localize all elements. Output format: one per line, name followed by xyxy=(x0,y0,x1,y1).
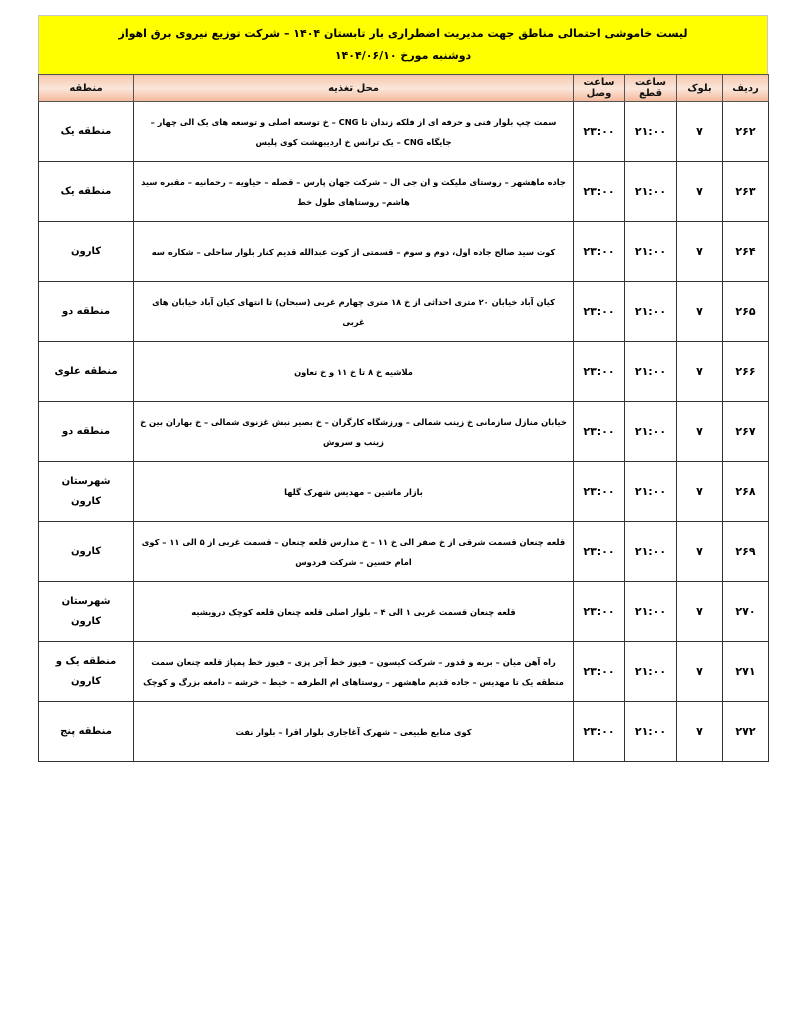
table-row xyxy=(39,222,769,282)
row-number: ۲۶۹ xyxy=(723,522,769,582)
block: ۷ xyxy=(677,222,723,282)
region: منطقه پنج xyxy=(39,702,134,762)
cut-time: ۲۱:۰۰ xyxy=(625,342,677,402)
cut-time: ۲۱:۰۰ xyxy=(625,222,677,282)
block: ۷ xyxy=(677,582,723,642)
document-date: دوشنبه مورخ ۱۴۰۴/۰۶/۱۰ xyxy=(334,49,472,62)
region: کارون xyxy=(39,522,134,582)
cut-time: ۲۱:۰۰ xyxy=(625,462,677,522)
block: ۷ xyxy=(677,522,723,582)
cut-time: ۲۱:۰۰ xyxy=(625,522,677,582)
row-number: ۲۶۶ xyxy=(723,342,769,402)
header-block: بلوک xyxy=(677,75,723,102)
cut-time: ۲۱:۰۰ xyxy=(625,102,677,162)
cut-time: ۲۱:۰۰ xyxy=(625,642,677,702)
connect-time: ۲۳:۰۰ xyxy=(574,702,625,762)
feed-location: جاده ماهشهر – روستای ملیکت و ان جی ال – شرکت جهان پارس – قصله – حیاویه – رحمانیه – مقبره سید هاشم– روستاهای طول خط xyxy=(134,162,574,222)
table-row xyxy=(39,462,769,522)
row-number: ۲۶۴ xyxy=(723,222,769,282)
region: منطقه یک xyxy=(39,102,134,162)
cut-time: ۲۱:۰۰ xyxy=(625,582,677,642)
block: ۷ xyxy=(677,642,723,702)
table-row xyxy=(39,522,769,582)
header-row-number: ردیف xyxy=(723,75,769,102)
header-connect-time: ساعت وصل xyxy=(574,75,625,102)
row-number: ۲۷۲ xyxy=(723,702,769,762)
region: منطقه علوی xyxy=(39,342,134,402)
connect-time: ۲۳:۰۰ xyxy=(574,222,625,282)
cut-time: ۲۱:۰۰ xyxy=(625,162,677,222)
block: ۷ xyxy=(677,402,723,462)
header-region: منطقه xyxy=(39,75,134,102)
feed-location: ملاشیه خ ۸ تا خ ۱۱ و خ تعاون xyxy=(134,342,574,402)
table-row xyxy=(39,342,769,402)
outage-table xyxy=(38,74,769,762)
cut-time: ۲۱:۰۰ xyxy=(625,702,677,762)
region: کارون xyxy=(39,222,134,282)
row-number: ۲۶۸ xyxy=(723,462,769,522)
region: منطقه دو xyxy=(39,282,134,342)
outage-schedule-sheet xyxy=(38,15,768,762)
table-row xyxy=(39,642,769,702)
block: ۷ xyxy=(677,282,723,342)
table-row xyxy=(39,282,769,342)
title-band xyxy=(38,15,768,74)
block: ۷ xyxy=(677,462,723,522)
feed-location: قلعه چنعان قسمت غربی ۱ الی ۴ – بلوار اصلی قلعه چنعان قلعه کوچک درویشیه xyxy=(134,582,574,642)
row-number: ۲۶۳ xyxy=(723,162,769,222)
feed-location: خیابان منازل سازمانی خ زینب شمالی – ورزشگاه کارگران – خ بصیر نبش غزنوی شمالی – خ بهاران بین خ زینب و سروش xyxy=(134,402,574,462)
region: منطقه یک و کارون xyxy=(39,642,134,702)
feed-location: کوی منابع طبیعی – شهرک آغاجاری بلوار اقرا – بلوار نفت xyxy=(134,702,574,762)
region: شهرستان کارون xyxy=(39,462,134,522)
table-row xyxy=(39,402,769,462)
connect-time: ۲۳:۰۰ xyxy=(574,582,625,642)
block: ۷ xyxy=(677,702,723,762)
block: ۷ xyxy=(677,342,723,402)
table-row xyxy=(39,702,769,762)
cut-time: ۲۱:۰۰ xyxy=(625,282,677,342)
table-row xyxy=(39,162,769,222)
table-row xyxy=(39,102,769,162)
connect-time: ۲۳:۰۰ xyxy=(574,522,625,582)
connect-time: ۲۳:۰۰ xyxy=(574,162,625,222)
feed-location: کوت سید صالح جاده اول، دوم و سوم – قسمتی از کوت عبدالله قدیم کنار بلوار ساحلی – شکاره سه xyxy=(134,222,574,282)
feed-location: قلعه چنعان قسمت شرقی از خ صفر الی خ ۱۱ – خ مدارس قلعه چنعان – قسمت غربی از ۵ الی ۱۱ – کوی امام حسین – شرکت فردوس xyxy=(134,522,574,582)
connect-time: ۲۳:۰۰ xyxy=(574,642,625,702)
row-number: ۲۶۵ xyxy=(723,282,769,342)
row-number: ۲۶۷ xyxy=(723,402,769,462)
block: ۷ xyxy=(677,162,723,222)
connect-time: ۲۳:۰۰ xyxy=(574,462,625,522)
block: ۷ xyxy=(677,102,723,162)
feed-location: کیان آباد خیابان ۲۰ متری احداثی از خ ۱۸ متری چهارم غربی (سبحان) تا انتهای کیان آباد خیابان های غربی xyxy=(134,282,574,342)
connect-time: ۲۳:۰۰ xyxy=(574,102,625,162)
connect-time: ۲۳:۰۰ xyxy=(574,282,625,342)
connect-time: ۲۳:۰۰ xyxy=(574,342,625,402)
table-row xyxy=(39,582,769,642)
region: منطقه یک xyxy=(39,162,134,222)
feed-location: بازار ماشین – مهدیس شهرک گلها xyxy=(134,462,574,522)
feed-location: سمت چپ بلوار فنی و حرفه ای از فلکه زندان تا CNG – خ توسعه اصلی و توسعه های یک الی چهار – جایگاه CNG – یک ترانس خ اردیبهشت کوی پلیس xyxy=(134,102,574,162)
row-number: ۲۷۱ xyxy=(723,642,769,702)
table-header-row xyxy=(39,75,769,102)
row-number: ۲۶۲ xyxy=(723,102,769,162)
header-cut-time: ساعت قطع xyxy=(625,75,677,102)
feed-location: راه آهن میان – بربه و قدور – شرکت کیسون – فیوز خط آجر پزی – فیوز خط پمپاژ قلعه چنعان سمت منطقه یک تا مهدیس – جاده قدیم ماهشهر – روستاهای ام الطرفه – خیط – خرشه – دامغه بزرگ و کوچک xyxy=(134,642,574,702)
document-title: لیست خاموشی احتمالی مناطق جهت مدیریت اضطراری بار تابستان ۱۴۰۴ – شرکت توزیع نیروی برق اهواز xyxy=(118,27,688,40)
region: منطقه دو xyxy=(39,402,134,462)
connect-time: ۲۳:۰۰ xyxy=(574,402,625,462)
header-feed-location: محل تغذیه xyxy=(134,75,574,102)
region: شهرستان کارون xyxy=(39,582,134,642)
cut-time: ۲۱:۰۰ xyxy=(625,402,677,462)
row-number: ۲۷۰ xyxy=(723,582,769,642)
